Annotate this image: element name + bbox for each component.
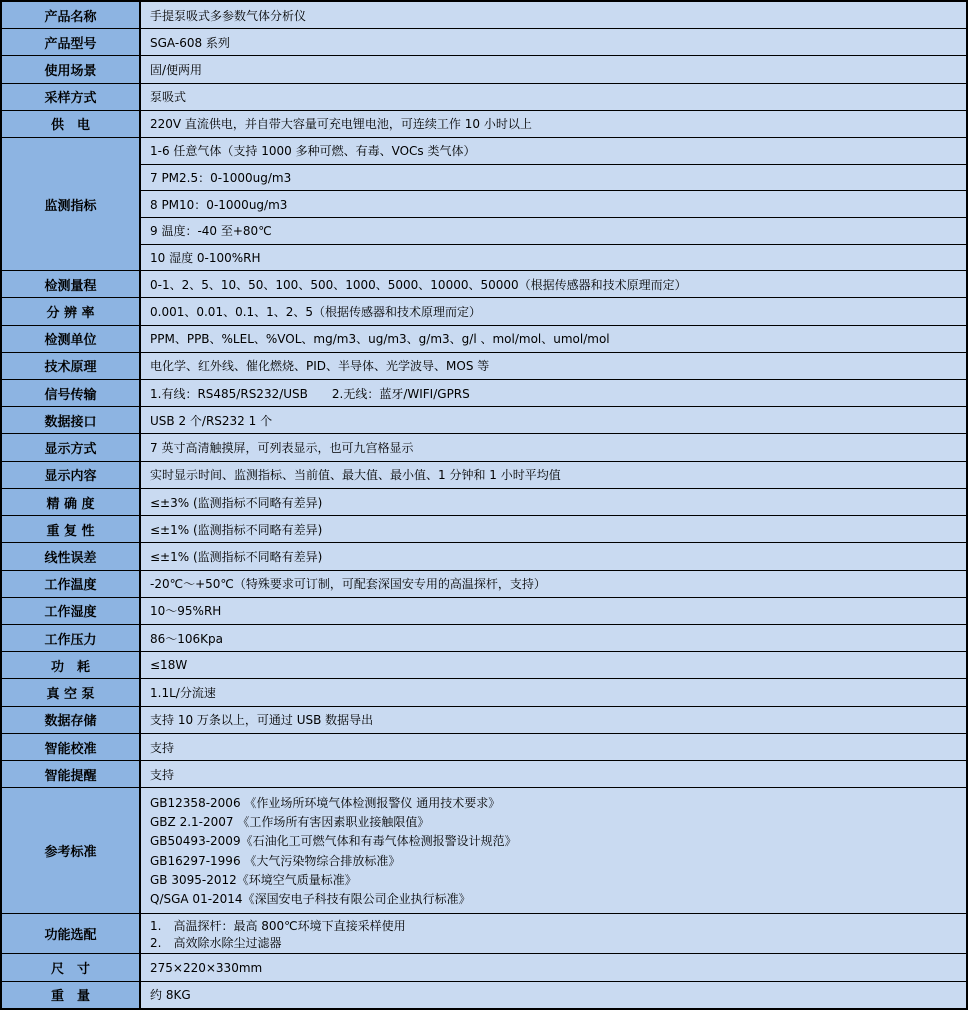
reference-standard-item: GBZ 2.1-2007 《工作场所有害因素职业接触限值》: [150, 814, 430, 829]
row-value: 电化学、红外线、催化燃烧、PID、半导体、光学波导、MOS 等: [141, 353, 966, 379]
optional-function-item: 2. 高效除水除尘过滤器: [150, 935, 282, 950]
row-display-content: [2, 462, 966, 489]
row-value: 220V 直流供电，并自带大容量可充电锂电池，可连续工作 10 小时以上: [141, 111, 966, 137]
row-value: 10～95%RH: [141, 598, 966, 624]
monitoring-indicator-item: 1-6 任意气体（支持 1000 多种可燃、有毒、VOCs 类气体）: [141, 138, 966, 165]
row-label: 重 量: [2, 982, 141, 1008]
row-label: 工作压力: [2, 625, 141, 651]
reference-standard-item: GB 3095-2012《环境空气质量标准》: [150, 872, 357, 887]
row-label: 产品型号: [2, 29, 141, 55]
row-detection-range: [2, 271, 966, 298]
row-label: 重 复 性: [2, 516, 141, 542]
row-value: 7 英寸高清触摸屏，可列表显示，也可九宫格显示: [141, 434, 966, 460]
row-label: 分 辨 率: [2, 298, 141, 324]
monitoring-indicator-list: [141, 138, 966, 270]
row-label: 使用场景: [2, 56, 141, 82]
row-label: 工作温度: [2, 571, 141, 597]
row-reference-standards: [2, 788, 966, 913]
monitoring-indicator-item: 8 PM10：0-1000ug/m3: [141, 191, 966, 218]
row-working-pressure: [2, 625, 966, 652]
row-product-model: [2, 29, 966, 56]
row-label: 技术原理: [2, 353, 141, 379]
row-label: 精 确 度: [2, 489, 141, 515]
reference-standard-item: GB16297-1996 《大气污染物综合排放标准》: [150, 853, 401, 868]
row-value: PPM、PPB、%LEL、%VOL、mg/m3、ug/m3、g/m3、g/l 、mol/mol、umol/mol: [141, 326, 966, 352]
row-repeatability: [2, 516, 966, 543]
row-label: 智能校准: [2, 734, 141, 760]
row-label: 真 空 泵: [2, 679, 141, 705]
optional-function-list: [141, 914, 966, 954]
row-display-mode: [2, 434, 966, 461]
row-label: 数据存储: [2, 707, 141, 733]
row-label: 监测指标: [2, 138, 141, 270]
row-label: 工作湿度: [2, 598, 141, 624]
row-accuracy: [2, 489, 966, 516]
row-value: 固/便两用: [141, 56, 966, 82]
row-label: 显示内容: [2, 462, 141, 488]
optional-function-item: 1. 高温探杆：最高 800℃环境下直接采样使用: [150, 918, 406, 933]
row-value: 约 8KG: [141, 982, 966, 1008]
row-power-consumption: [2, 652, 966, 679]
row-value: ≤±3% (监测指标不同略有差异): [141, 489, 966, 515]
reference-standard-item: Q/SGA 01-2014《深国安电子科技有限公司企业执行标准》: [150, 892, 471, 907]
row-smart-calibration: [2, 734, 966, 761]
row-label: 采样方式: [2, 84, 141, 110]
row-value: USB 2 个/RS232 1 个: [141, 407, 966, 433]
row-product-name: [2, 2, 966, 29]
reference-standard-item: GB50493-2009《石油化工可燃气体和有毒气体检测报警设计规范》: [150, 834, 517, 849]
row-working-temperature: [2, 571, 966, 598]
row-value: 支持: [141, 734, 966, 760]
row-value: 0-1、2、5、10、50、100、500、1000、5000、10000、50000（根据传感器和技术原理而定）: [141, 271, 966, 297]
monitoring-indicator-item: 10 湿度 0-100%RH: [141, 245, 966, 271]
row-usage-scenario: [2, 56, 966, 83]
row-optional-functions: [2, 914, 966, 955]
row-value: ≤±1% (监测指标不同略有差异): [141, 516, 966, 542]
row-smart-reminder: [2, 761, 966, 788]
row-label: 尺 寸: [2, 954, 141, 980]
row-monitoring-indicators: [2, 138, 966, 271]
row-label: 功能选配: [2, 914, 141, 954]
row-value: ≤18W: [141, 652, 966, 678]
reference-standard-list: [141, 788, 966, 912]
row-data-interface: [2, 407, 966, 434]
row-value: 支持 10 万条以上，可通过 USB 数据导出: [141, 707, 966, 733]
row-value: SGA-608 系列: [141, 29, 966, 55]
row-value: 1.1L/分流速: [141, 679, 966, 705]
row-weight: [2, 982, 966, 1008]
row-label: 产品名称: [2, 2, 141, 28]
row-sampling-method: [2, 84, 966, 111]
row-power-supply: [2, 111, 966, 138]
row-linearity-error: [2, 543, 966, 570]
row-value: ≤±1% (监测指标不同略有差异): [141, 543, 966, 569]
row-working-humidity: [2, 598, 966, 625]
row-label: 检测量程: [2, 271, 141, 297]
row-signal-transmission: [2, 380, 966, 407]
monitoring-indicator-item: 7 PM2.5：0-1000ug/m3: [141, 165, 966, 192]
row-technical-principle: [2, 353, 966, 380]
row-data-storage: [2, 707, 966, 734]
monitoring-indicator-item: 9 温度：-40 至+80℃: [141, 218, 966, 245]
row-label: 显示方式: [2, 434, 141, 460]
row-label: 智能提醒: [2, 761, 141, 787]
row-label: 信号传输: [2, 380, 141, 406]
row-value: 86～106Kpa: [141, 625, 966, 651]
row-value: 手提泵吸式多参数气体分析仪: [141, 2, 966, 28]
reference-standard-item: GB12358-2006 《作业场所环境气体检测报警仪 通用技术要求》: [150, 795, 501, 810]
row-resolution: [2, 298, 966, 325]
row-label: 功 耗: [2, 652, 141, 678]
row-value: 275×220×330mm: [141, 954, 966, 980]
row-label: 数据接口: [2, 407, 141, 433]
row-vacuum-pump: [2, 679, 966, 706]
row-value: 1.有线：RS485/RS232/USB 2.无线：蓝牙/WIFI/GPRS: [141, 380, 966, 406]
row-value: 实时显示时间、监测指标、当前值、最大值、最小值、1 分钟和 1 小时平均值: [141, 462, 966, 488]
row-label: 检测单位: [2, 326, 141, 352]
row-label: 线性误差: [2, 543, 141, 569]
row-value: 支持: [141, 761, 966, 787]
row-label: 参考标准: [2, 788, 141, 912]
row-label: 供 电: [2, 111, 141, 137]
row-value: 泵吸式: [141, 84, 966, 110]
row-detection-unit: [2, 326, 966, 353]
row-value: -20℃～+50℃（特殊要求可订制，可配套深国安专用的高温探杆，支持）: [141, 571, 966, 597]
row-dimensions: [2, 954, 966, 981]
row-value: 0.001、0.01、0.1、1、2、5（根据传感器和技术原理而定）: [141, 298, 966, 324]
